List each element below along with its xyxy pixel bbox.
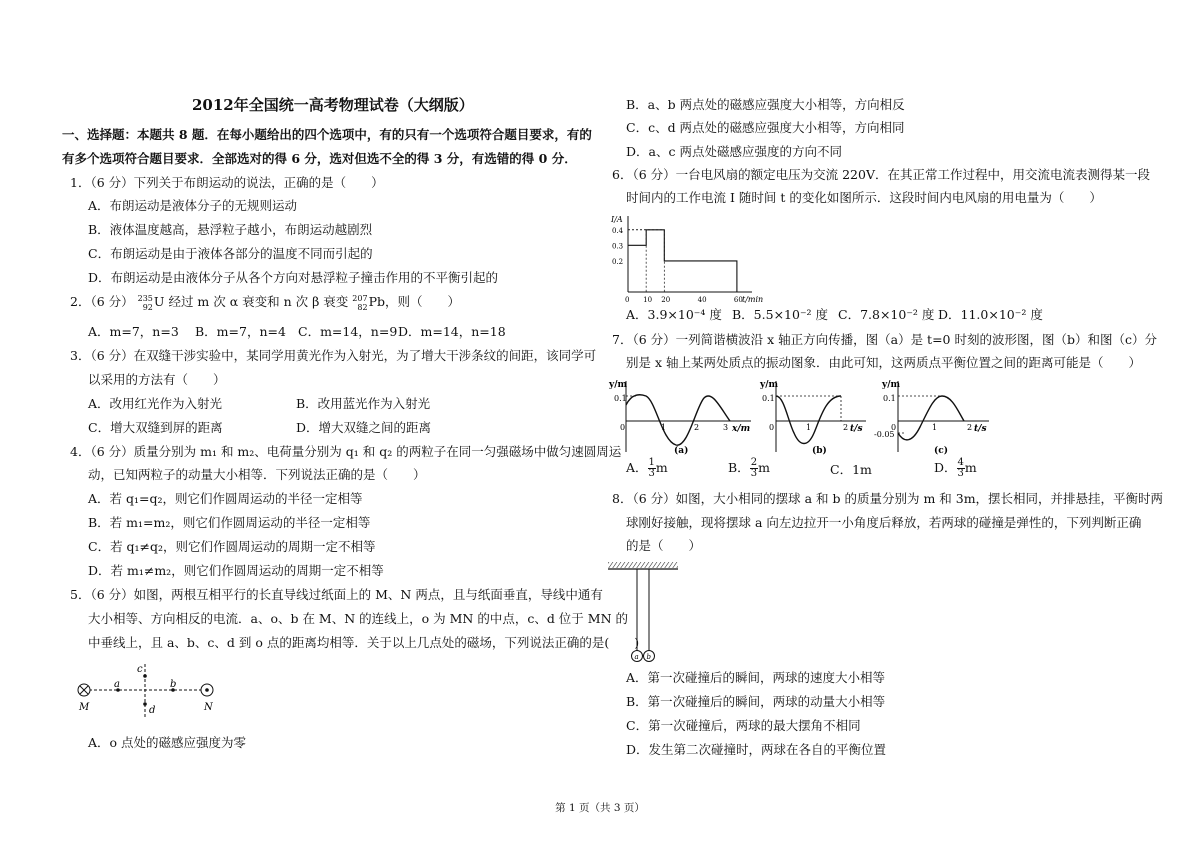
q4-stem-line1: 4．（6 分）质量分别为 m₁ 和 m₂、电荷量分别为 q₁ 和 q₂ 的两粒子在同一匀强磁场中做匀速圆周运 [70, 444, 622, 459]
q6-axes [628, 216, 752, 292]
fig-c-wave [898, 396, 964, 440]
fig-b-caption: (b) [812, 446, 827, 456]
ball-a-label: a [634, 653, 639, 661]
fig-b-ylabel: y/m [760, 380, 779, 390]
fig-a-tick-3: 3 [723, 423, 729, 432]
q2-stem [70, 293, 460, 312]
q5-option-a: A．o 点处的磁感应强度为零 [88, 735, 247, 750]
q6-option-d: D．11.0×10⁻² 度 [938, 307, 1043, 322]
fig-c-tick-2: 2 [967, 423, 973, 432]
q6-current-time-chart [610, 212, 764, 304]
fig-a-tick-2: 2 [694, 423, 700, 432]
q7-a-unit: m [655, 460, 668, 475]
q2-option-d: D．m=14，n=18 [398, 324, 506, 339]
q7-b-fraction [750, 458, 758, 479]
q5-stem-line1: 5．（6 分）如图，两根互相平行的长直导线过纸面上的 M、N 两点，且与纸面垂直，导线中通有 [70, 587, 603, 602]
fig-a-xlabel: x/m [732, 424, 751, 434]
q2-option-a: A．m=7，n=3 [88, 324, 179, 339]
q6-option-c: C．7.8×10⁻² 度 [838, 307, 935, 322]
q7-stem-line2: 别是 x 轴上某两处质点的振动图象．由此可知，这两质点平衡位置之间的距离可能是（ ） [626, 355, 1141, 370]
q7-option-d [934, 458, 977, 479]
q7-b-numerator: 2 [750, 457, 758, 468]
q7-d-fraction [957, 458, 965, 479]
q7-a-numerator: 1 [648, 457, 655, 468]
q7-d-label: D． [934, 460, 957, 475]
q4-option-d: D．若 m₁≠m₂，则它们作圆周运动的周期一定不相等 [88, 563, 384, 578]
q6-option-a: A．3.9×10⁻⁴ 度 [626, 307, 722, 322]
fig-b-wave [776, 396, 841, 444]
q6-xtick-1: 10 [643, 296, 653, 304]
q1-option-a: A．布朗运动是液体分子的无规则运动 [88, 198, 298, 213]
fig-c-tick-neg: -0.05 [874, 430, 895, 439]
q7-a-denominator: 3 [648, 468, 655, 479]
label-n: N [204, 702, 213, 713]
q6-x-ticks [625, 296, 743, 304]
u-atomic-number: 92 [142, 302, 153, 312]
q8-pendulum-figure [606, 560, 686, 668]
q4-option-a: A．若 q₁=q₂，则它们作圆周运动的半径一定相等 [88, 491, 363, 506]
fig-a-tick-1: 1 [661, 423, 667, 432]
q7-figure-c [874, 377, 994, 457]
q8-option-c: C．第一次碰撞后，两球的最大摆角不相同 [626, 718, 861, 733]
label-m: M [79, 702, 90, 713]
q6-ytick-1: 0.3 [612, 242, 624, 251]
q6-xtick-3: 40 [697, 296, 707, 304]
fig-a-wave [626, 395, 730, 445]
page-footer: 第 1 页（共 3 页） [555, 802, 645, 814]
q7-a-fraction [648, 458, 656, 479]
pb-atomic-number: 82 [357, 302, 368, 312]
q2-option-c: C．m=14，n=9 [298, 324, 398, 339]
fig-b-tick-origin: 0 [769, 423, 775, 432]
q6-xtick-2: 20 [661, 296, 671, 304]
q5-stem-line3: 中垂线上，且 a、b、c、d 到 o 点的距离均相等．关于以上几点处的磁场，下列说法正确的是( ) [88, 635, 640, 650]
wire-n-out-of-page-icon [201, 684, 213, 696]
q5-figure [72, 660, 232, 720]
fig-a-tick-0-1: 0.1 [614, 394, 627, 403]
q6-xtick-0: 0 [625, 296, 630, 304]
q3-option-a: A．改用红光作为入射光 [88, 396, 223, 411]
q5-stem-line2: 大小相等、方向相反的电流．a、o、b 在 M、N 的连线上，o 为 MN 的中点，c、d 位于 MN 的 [88, 611, 628, 626]
q6-ytick-0: 0.4 [612, 226, 624, 235]
fig-b-tick-0-1: 0.1 [762, 394, 775, 403]
label-a: a [114, 679, 120, 690]
point-d-dot [143, 702, 147, 706]
q7-b-label: B． [728, 460, 750, 475]
q2-suffix: ，则（ ） [384, 294, 460, 309]
q5-option-b: B．a、b 两点处的磁感应强度大小相等，方向相反 [626, 97, 905, 112]
fig-b-tick-2: 2 [843, 423, 849, 432]
q3-option-b: B．改用蓝光作为入射光 [296, 396, 431, 411]
q1-stem: 1．（6 分）下列关于布朗运动的说法，正确的是（ ） [70, 175, 384, 190]
ball-b-label: b [646, 653, 651, 661]
q1-option-d: D．布朗运动是由液体分子从各个方向对悬浮粒子撞击作用的不平衡引起的 [88, 270, 499, 285]
q7-d-numerator: 4 [957, 457, 964, 468]
label-d: d [149, 705, 156, 716]
fig-a-caption: (a) [674, 446, 689, 456]
q5-option-c: C．c、d 两点处的磁感应强度大小相等，方向相同 [626, 120, 905, 135]
pb-mass-number: 207 [352, 293, 368, 303]
q4-option-b: B．若 m₁=m₂，则它们作圆周运动的半径一定相等 [88, 515, 371, 530]
q2-prefix: 2．（6 分） [70, 294, 134, 309]
q7-option-b [728, 458, 770, 479]
q3-stem-line1: 3．（6 分）在双缝干涉实验中，某同学用黄光作为入射光，为了增大干涉条纹的间距，该同学可 [70, 348, 597, 363]
fig-c-tick-1: 1 [932, 423, 938, 432]
q6-stem-line2: 时间内的工作电流 I 随时间 t 的变化如图所示．这段时间内电风扇的用电量为（ ） [626, 190, 1102, 205]
paper-title: 2012年全国统一高考物理试卷（大纲版） [192, 96, 474, 114]
label-c: c [137, 664, 143, 675]
q6-ytick-2: 0.2 [612, 257, 624, 266]
q1-option-b: B．液体温度越高，悬浮粒子越小，布朗运动越剧烈 [88, 222, 373, 237]
q7-option-a [626, 458, 668, 479]
q6-y-ticks [612, 227, 624, 266]
q7-figure-b [758, 377, 873, 457]
section-heading-line1: 一、选择题：本题共 8 题．在每小题给出的四个选项中，有的只有一个选项符合题目要求，有的 [62, 127, 592, 142]
point-c-dot [143, 674, 147, 678]
q6-xtick-4: 60 [733, 296, 743, 304]
q4-option-c: C．若 q₁≠q₂，则它们作圆周运动的周期一定不相等 [88, 539, 376, 554]
q8-stem-line1: 8．（6 分）如图，大小相同的摆球 a 和 b 的质量分别为 m 和 3m，摆长相同，并排悬挂，平衡时两 [612, 491, 1164, 506]
q7-b-unit: m [758, 460, 770, 475]
q6-ylabel: I/A [611, 215, 623, 224]
fig-c-tick-origin: 0 [891, 423, 897, 432]
q7-b-denominator: 3 [750, 468, 758, 479]
q2-mid-text: 经过 m 次 α 衰变和 n 次 β 衰变 [168, 294, 349, 309]
q2-option-b: B．m=7，n=4 [195, 324, 286, 339]
ceiling-hatch [608, 562, 678, 568]
q7-figure-a [606, 377, 756, 457]
q6-stem-line1: 6．（6 分）一台电风扇的额定电压为交流 220V．在其正常工作过程中，用交流电流表测得某一段 [612, 167, 1150, 182]
u-isotope-numbers [138, 294, 153, 312]
q8-option-a: A．第一次碰撞后的瞬间，两球的速度大小相等 [626, 670, 886, 685]
q7-a-label: A． [626, 460, 648, 475]
q6-series-line [628, 230, 737, 292]
fig-c-caption: (c) [934, 446, 948, 456]
fig-a-ylabel: y/m [609, 380, 628, 390]
q8-option-b: B．第一次碰撞后的瞬间，两球的动量大小相等 [626, 694, 886, 709]
q4-stem-line2: 动，已知两粒子的动量大小相等．下列说法正确的是（ ） [88, 467, 426, 482]
q1-option-c: C．布朗运动是由于液体各部分的温度不同而引起的 [88, 246, 373, 261]
fig-c-xlabel: t/s [974, 424, 987, 434]
q7-option-c: C．1m [830, 462, 872, 477]
q3-option-c: C．增大双缝到屏的距离 [88, 420, 223, 435]
q8-option-d: D．发生第二次碰撞时，两球在各自的平衡位置 [626, 742, 887, 757]
u-symbol: U [153, 294, 165, 309]
fig-c-ylabel: y/m [882, 380, 901, 390]
pb-isotope-numbers [352, 294, 367, 312]
fig-c-tick-0-1: 0.1 [883, 394, 896, 403]
q7-d-unit: m [964, 460, 977, 475]
wire-m-into-page-icon [78, 684, 90, 696]
fig-a-tick-origin: 0 [620, 423, 626, 432]
q5-option-d: D．a、c 两点处磁感应强度的方向不同 [626, 144, 842, 159]
q3-stem-line2: 以采用的方法有（ ） [88, 372, 226, 387]
q8-stem-line3: 的是（ ） [626, 538, 702, 553]
q3-option-d: D．增大双缝之间的距离 [296, 420, 432, 435]
label-b: b [170, 679, 177, 690]
section-heading-line2: 有多个选项符合题目要求．全部选对的得 6 分，选对但选不全的得 3 分，有选错的得 0 分． [62, 151, 577, 166]
q7-d-denominator: 3 [957, 468, 964, 479]
q8-stem-line2: 球刚好接触，现将摆球 a 向左边拉开一小角度后释放，若两球的碰撞是弹性的，下列判断正确 [626, 515, 1142, 530]
fig-b-xlabel: t/s [850, 424, 863, 434]
q6-option-b: B．5.5×10⁻² 度 [732, 307, 829, 322]
pb-symbol: Pb [368, 294, 385, 309]
q6-xlabel: t/min [742, 295, 764, 304]
u-mass-number: 235 [137, 293, 153, 303]
fig-b-tick-1: 1 [806, 423, 812, 432]
q7-stem-line1: 7．（6 分）一列简谐横波沿 x 轴正方向传播，图（a）是 t=0 时刻的波形图，图（b）和图（c）分 [612, 332, 1157, 347]
